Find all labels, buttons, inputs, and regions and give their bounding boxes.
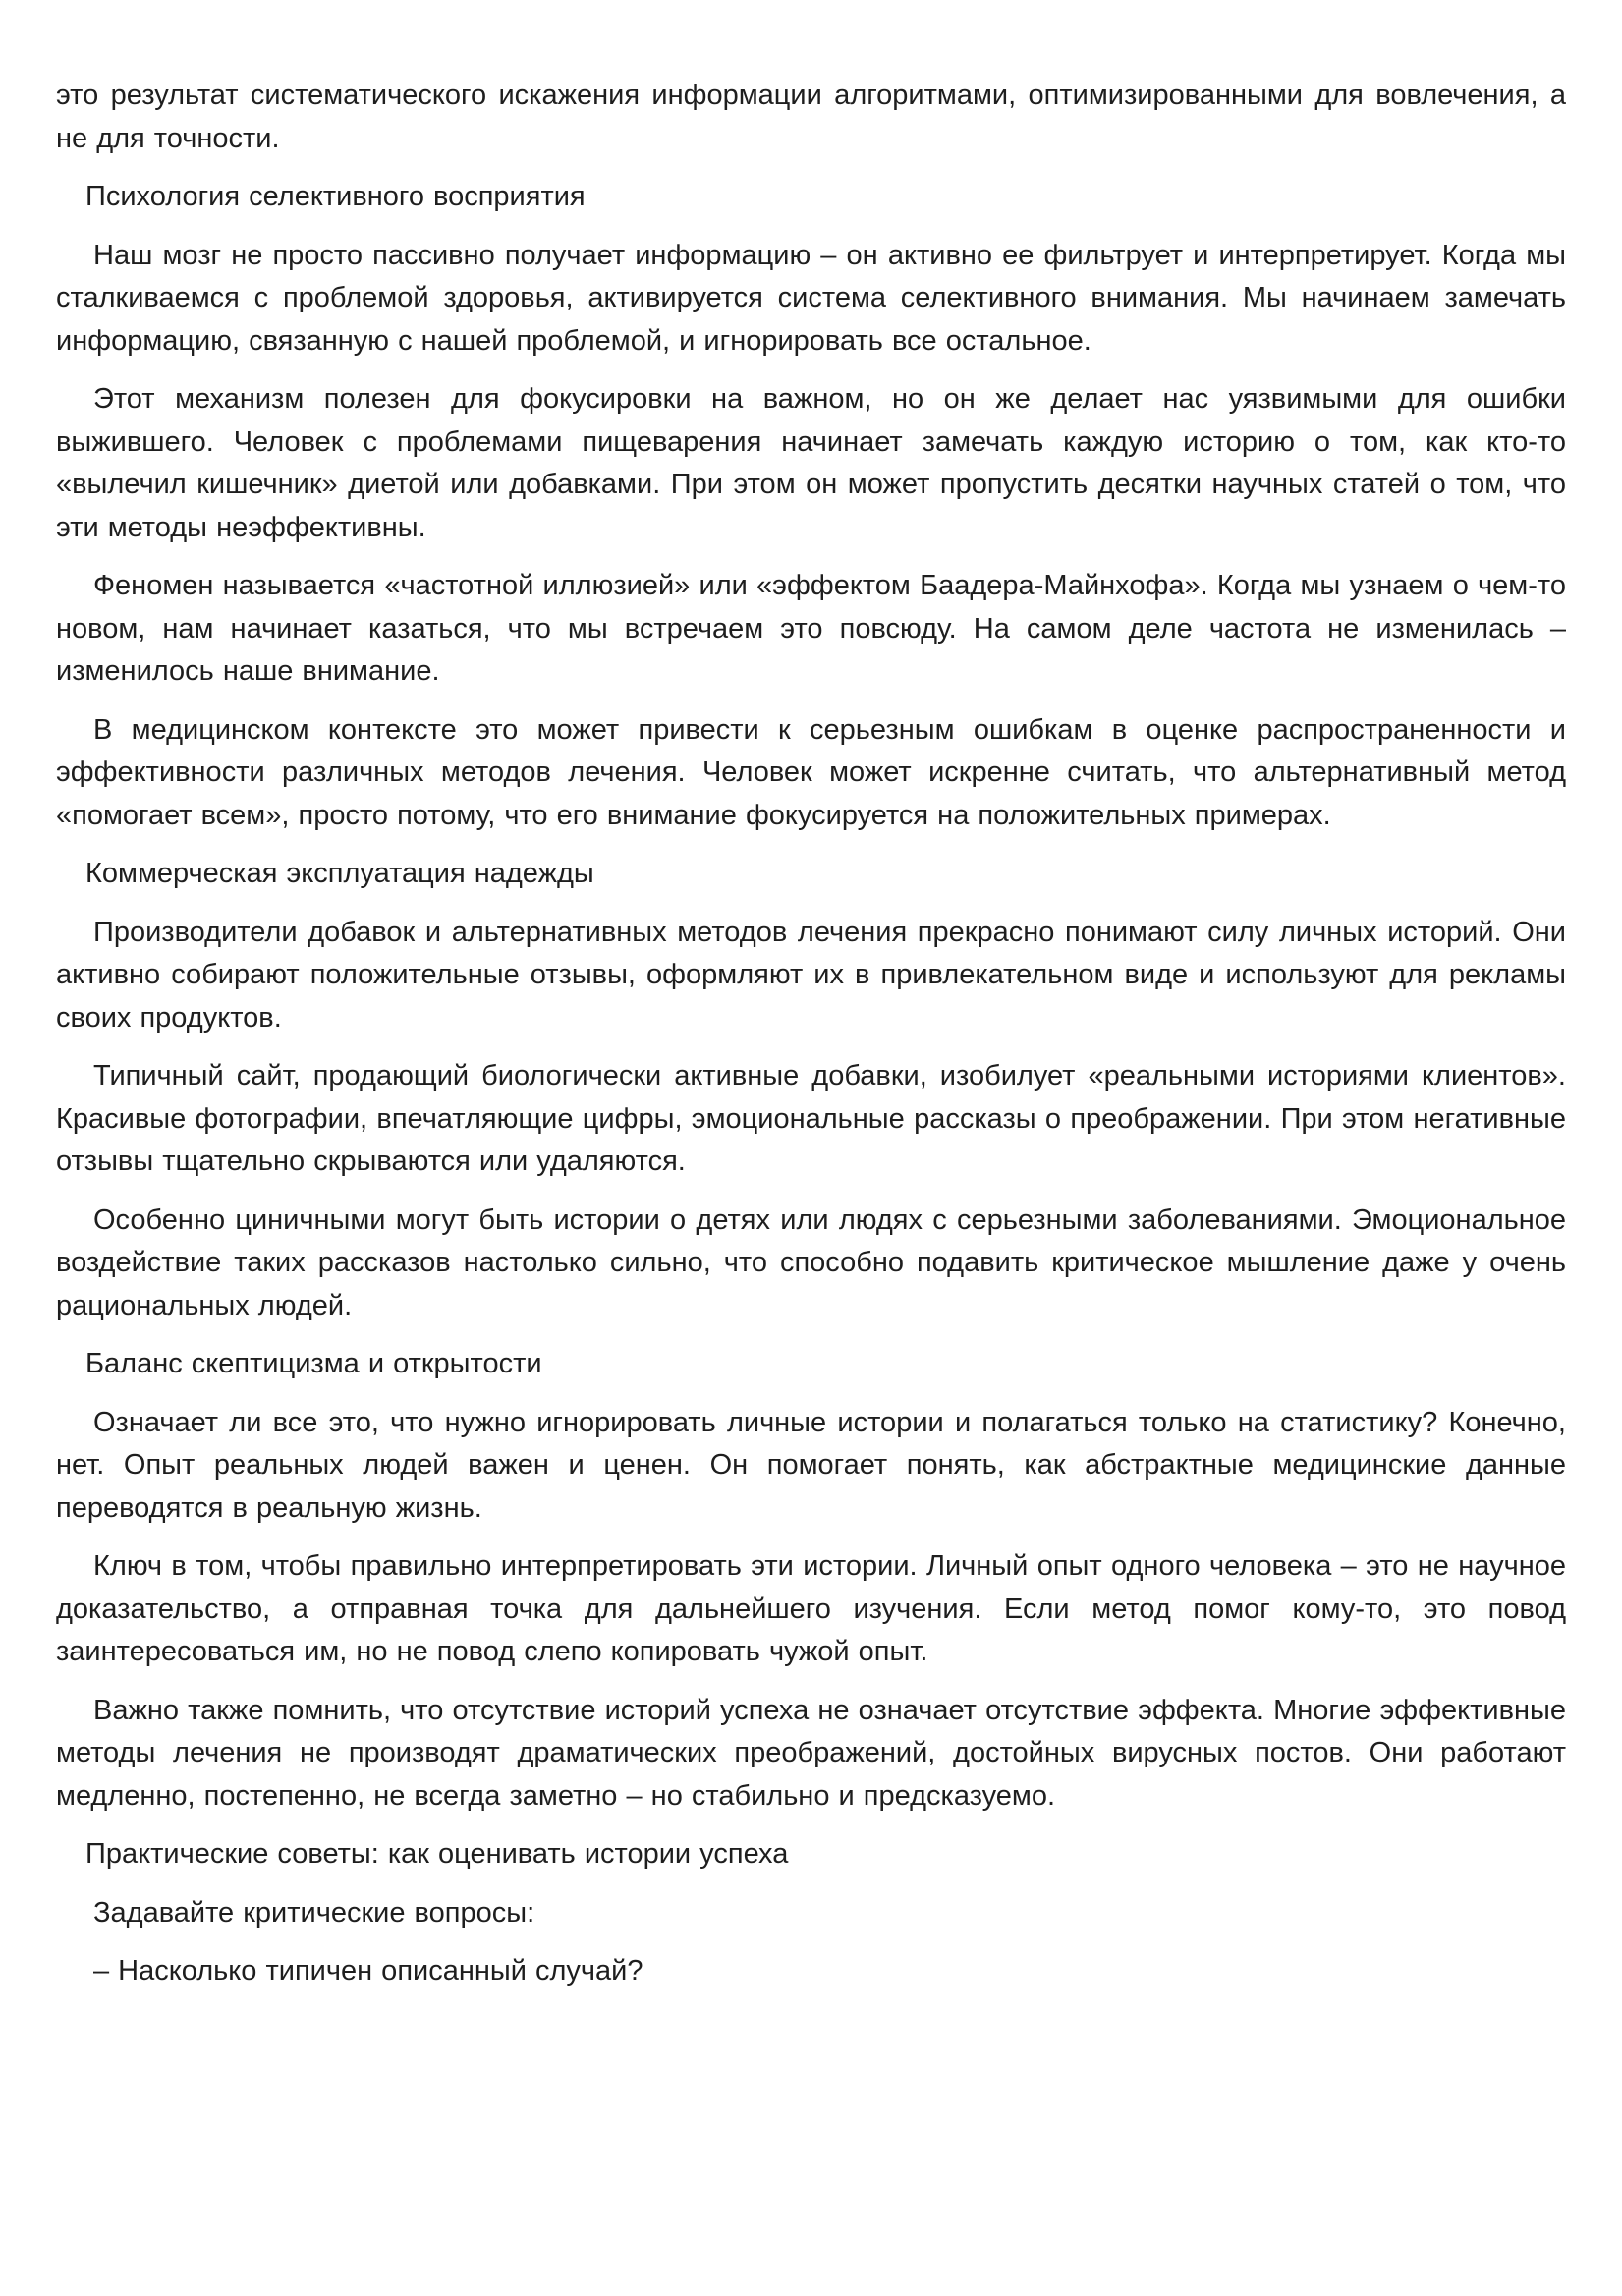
section-heading-practical-tips: Практические советы: как оценивать истории успеха bbox=[85, 1838, 789, 1870]
lead-in-line: Задавайте критические вопросы: bbox=[93, 1896, 535, 1929]
paragraph: Ключ в том, чтобы правильно интерпретировать эти истории. Личный опыт одного человека – это не научное доказательство, а отправная точка для дальнейшего изучения. Если метод помог кому-то, это повод заинтересоваться им, но не повод слепо копировать чужой опыт. bbox=[56, 1550, 1566, 1667]
paragraph: Феномен называется «частотной иллюзией» или «эффектом Баадера-Майнхофа». Когда мы узнаем о чем-то новом, нам начинает казаться, что мы встречаем это повсюду. На самом деле частота не изменилась – изменилось наше внимание. bbox=[56, 570, 1566, 687]
paragraph-continuation: это результат систематического искажения информации алгоритмами, оптимизированными для вовлечения, а не для точности. bbox=[56, 80, 1566, 154]
paragraph: Наш мозг не просто пассивно получает информацию – он активно ее фильтрует и интерпретирует. Когда мы сталкиваемся с проблемой здоровья, активируется система селективного внимания. Мы начинаем замечать информацию, связанную с нашей проблемой, и игнорировать все остальное. bbox=[56, 239, 1566, 357]
paragraph: В медицинском контексте это может привести к серьезным ошибкам в оценке распространенности и эффективности различных методов лечения. Человек может искренне считать, что альтернативный метод «помогает всем», просто потому, что его внимание фокусируется на положительных примерах. bbox=[56, 713, 1566, 831]
paragraph: Особенно циничными могут быть истории о детях или людях с серьезными заболеваниями. Эмоциональное воздействие таких рассказов настолько сильно, что способно подавить критическое мышление даже у очень рациональных людей. bbox=[56, 1204, 1566, 1321]
paragraph: Этот механизм полезен для фокусировки на важном, но он же делает нас уязвимыми для ошибки выжившего. Человек с проблемами пищеварения начинает замечать каждую историю о том, как кто-то «вылечил кишечник» диетой или добавками. При этом он может пропустить десятки научных статей о том, что эти методы неэффективны. bbox=[56, 383, 1566, 543]
paragraph: Важно также помнить, что отсутствие историй успеха не означает отсутствие эффекта. Многие эффективные методы лечения не производят драматических преображений, достойных вирусных постов. Они работают медленно, постепенно, не всегда заметно – но стабильно и предсказуемо. bbox=[56, 1694, 1566, 1812]
section-heading-skepticism-balance: Баланс скептицизма и открытости bbox=[85, 1348, 542, 1379]
paragraph: Означает ли все это, что нужно игнорировать личные истории и полагаться только на статистику? Конечно, нет. Опыт реальных людей важен и ценен. Он помогает понять, как абстрактные медицинские данные переводятся в реальную жизнь. bbox=[56, 1406, 1566, 1524]
paragraph: Производители добавок и альтернативных методов лечения прекрасно понимают силу личных историй. Они активно собирают положительные отзывы, оформляют их в привлекательном виде и используют для рекламы своих продуктов. bbox=[56, 916, 1566, 1034]
section-heading-commercial-exploitation: Коммерческая эксплуатация надежды bbox=[85, 858, 594, 889]
list-item: – Насколько типичен описанный случай? bbox=[93, 1955, 643, 1987]
document-body bbox=[56, 75, 1566, 1993]
section-heading-selective-perception: Психология селективного восприятия bbox=[85, 181, 586, 212]
paragraph: Типичный сайт, продающий биологически активные добавки, изобилует «реальными историями клиентов». Красивые фотографии, впечатляющие цифры, эмоциональные рассказы о преображении. При этом негативные отзывы тщательно скрываются или удаляются. bbox=[56, 1060, 1566, 1177]
